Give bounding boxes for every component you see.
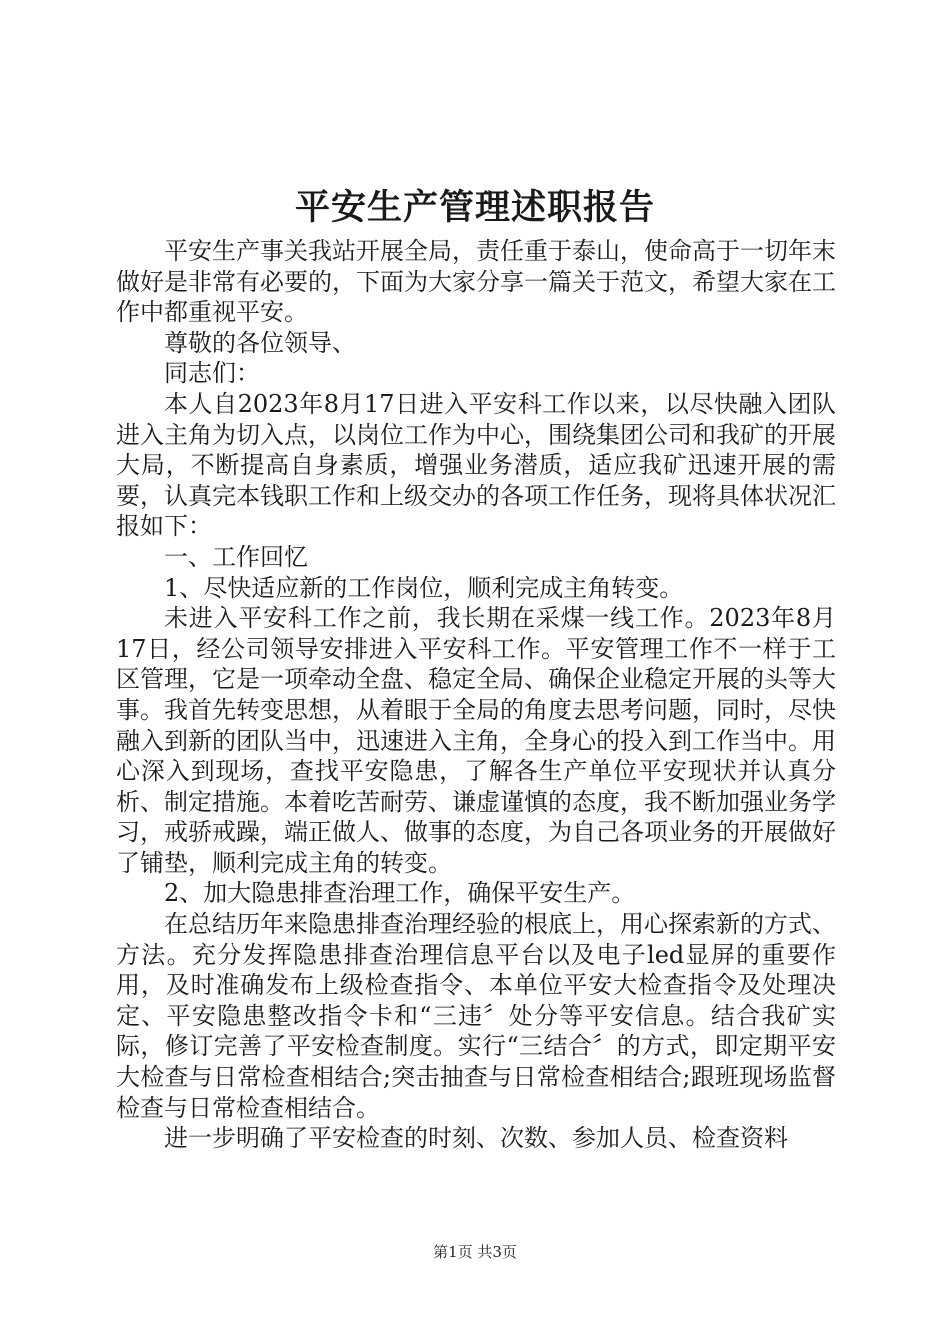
paragraph-salutation: 尊敬的各位领导、 bbox=[164, 328, 356, 357]
subheading-1: 1、尽快适应新的工作岗位，顺利完成主角转变。 bbox=[164, 573, 684, 602]
subheading-2: 2、加大隐患排查治理工作，确保平安生产。 bbox=[164, 879, 636, 908]
document-body bbox=[116, 236, 836, 1154]
document-title: 平安生产管理述职报告 bbox=[294, 187, 655, 228]
paragraph-opening: 本人自2023年8月17日进入平安科工作以来，以尽快融入团队进入主角为切入点，以岗位工作为中心，围绕集团公司和我矿的开展大局，不断提高自身素质，增强业务潜质，适应我矿迅速开展的需要，认真完本钱职工作和上级交办的各项工作任务，现将具体状况汇报如下： bbox=[116, 389, 836, 541]
section-heading-review: 一、工作回忆 bbox=[164, 542, 308, 571]
paragraph-hazard-inspection: 在总结历年来隐患排查治理经验的根底上，用心探索新的方式、方法。充分发挥隐患排查治理信息平台以及电子led显屏的重要作用，及时准确发布上级检查指令、本单位平安大检查指令及处理决定、平安隐患整改指令卡和“三违〞处分等平安信息。结合我矿实际，修订完善了平安检查制度。实行“三结合〞的方式，即定期平安大检查与日常检查相结合;突击抽查与日常检查相结合;跟班现场监督检查与日常检查相结合。 bbox=[116, 910, 836, 1122]
paragraph-salutation-2: 同志们： bbox=[164, 359, 260, 388]
paragraph-intro: 平安生产事关我站开展全局，责任重于泰山，使命高于一切年末做好是非常有必要的，下面为大家分享一篇关于范文，希望大家在工作中都重视平安。 bbox=[116, 237, 836, 327]
paragraph-role-transition: 未进入平安科工作之前，我长期在采煤一线工作。2023年8月17日，经公司领导安排进入平安科工作。平安管理工作不一样于工区管理，它是一项牵动全盘、稳定全局、确保企业稳定开展的头等大事。我首先转变思想，从着眼于全局的角度去思考问题，同时，尽快融入到新的团队当中，迅速进入主角，全身心的投入到工作当中。用心深入到现场，查找平安隐患，了解各生产单位平安现状并认真分析、制定措施。本着吃苦耐劳、谦虚谨慎的态度，我不断加强业务学习，戒骄戒躁，端正做人、做事的态度，为自己各项业务的开展做好了铺垫，顺利完成主角的转变。 bbox=[116, 604, 836, 877]
page-footer: 第1页 共3页 bbox=[433, 1243, 517, 1261]
paragraph-continued: 进一步明确了平安检查的时刻、次数、参加人员、检查资料 bbox=[164, 1124, 788, 1153]
